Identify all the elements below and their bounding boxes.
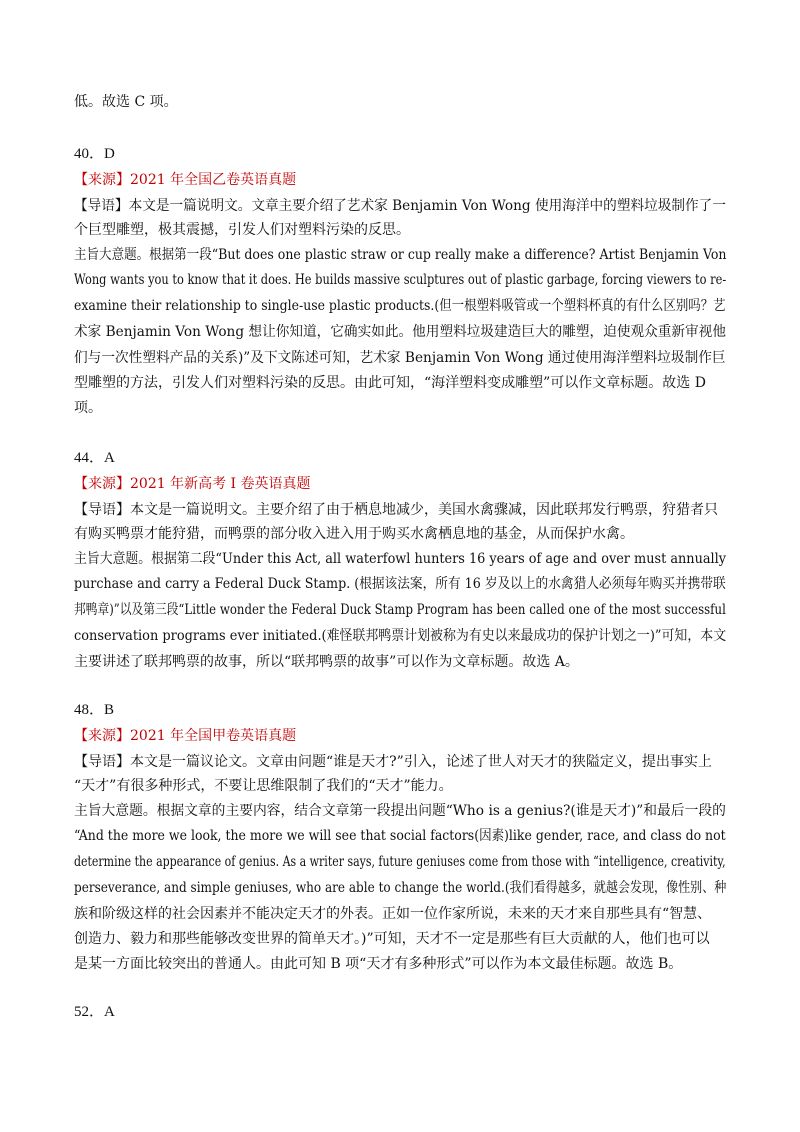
explanation-line: 主要讲述了联邦鸭票的故事，所以“联邦鸭票的故事”可以作为文章标题。故选 A。 [74, 654, 579, 670]
answer-number-48: 48．B [74, 702, 115, 718]
explanation-line: 个巨型雕塑，极其震撼，引发人们对塑料污染的反思。 [74, 222, 410, 238]
explanation-line: 族和阶级这样的社会因素并不能决定天才的外表。正如一位作家所说，未来的天才来自那些具有“智慧、 [74, 906, 712, 922]
explanation-line: perseverance, and simple geniuses, who are able to change the world.(我们看得越多，就越会发现，像性别、种 [74, 880, 727, 896]
explanation-line: 项。 [74, 400, 102, 416]
answer-number-52: 52．A [74, 1004, 115, 1020]
explanation-line: purchase and carry a Federal Duck Stamp. (根据该法案，所有 16 岁及以上的水禽猎人必须每年购买并携带联 [74, 576, 726, 592]
explanation-line: 主旨大意题。根据第二段“Under this Act, all waterfowl hunters 16 years of age and over must annually [74, 551, 727, 567]
explanation-line: 术家 Benjamin Von Wong 想让你知道，它确实如此。他用塑料垃圾建造巨大的雕塑，迫使观众重新审视他 [74, 324, 726, 340]
explanation-line: 们与一次性塑料产品的关系)”及下文陈述可知，艺术家 Benjamin Von Wong 通过使用海洋塑料垃圾制作巨 [74, 350, 726, 366]
explanation-line: examine their relationship to single-use plastic products.(但一根塑料吸管或一个塑料杯真的有什么区别吗？艺 [74, 298, 726, 314]
explanation-line: 主旨大意题。根据文章的主要内容，结合文章第一段提出问题“Who is a genius?(谁是天才)”和最后一段的 [74, 803, 726, 819]
explanation-line: 有购买鸭票才能狩猎，而鸭票的部分收入进入用于购买水禽栖息地的基金，从而保护水禽。 [74, 526, 634, 542]
explanation-line: “And the more we look, the more we will see that social factors(因素)like gender, race, and class do not [74, 828, 726, 844]
answer-number-44: 44．A [74, 450, 115, 466]
explanation-line: 是某一方面比较突出的普通人。由此可知 B 项“天才有多种形式”可以作为本文最佳标题。故选 B。 [74, 956, 683, 972]
source-label-44: 【来源】2021 年新高考 I 卷英语真题 [74, 476, 311, 492]
source-label-40: 【来源】2021 年全国乙卷英语真题 [74, 172, 297, 188]
explanation-line: Wong wants you to know that it does. He builds massive sculptures out of plastic garbage, forcing viewers to re- [74, 272, 727, 288]
explanation-line: 型雕塑的方法，引发人们对塑料污染的反思。由此可知，“海洋塑料变成雕塑”可以作文章标题。故选 D [74, 375, 706, 391]
explanation-line: 主旨大意题。根据第一段“But does one plastic straw or cup really make a difference? Artist Benjamin Von [74, 247, 727, 263]
previous-answer-ending: 低。故选 C 项。 [74, 94, 178, 110]
explanation-line: conservation programs ever initiated.(难怪联邦鸭票计划被称为有史以来最成功的保护计划之一)”可知，本文 [74, 628, 727, 644]
explanation-line: 创造力、毅力和那些能够改变世界的简单天才。)”可知，天才不一定是那些有巨大贡献的人，他们也可以 [74, 931, 710, 947]
explanation-line: “天才”有很多种形式，不要让思维限制了我们的“天才”能力。 [74, 778, 453, 794]
explanation-line: 【导语】本文是一篇说明文。主要介绍了由于栖息地减少，美国水禽骤减，因此联邦发行鸭票，狩猎者只 [74, 502, 718, 518]
explanation-line: determine the appearance of genius. As a writer says, future geniuses come from those with “intelligence, creativity, [74, 854, 726, 870]
explanation-line: 邦鸭章)”以及第三段“Little wonder the Federal Duck Stamp Program has been called one of the most successful [74, 602, 726, 618]
explanation-line: 【导语】本文是一篇说明文。文章主要介绍了艺术家 Benjamin Von Wong 使用海洋中的塑料垃圾制作了一 [74, 198, 726, 214]
source-label-48: 【来源】2021 年全国甲卷英语真题 [74, 728, 297, 744]
explanation-line: 【导语】本文是一篇议论文。文章由问题“谁是天才?”引入，论述了世人对天才的狭隘定义，提出事实上 [74, 754, 712, 770]
answer-number-40: 40．D [74, 146, 115, 162]
